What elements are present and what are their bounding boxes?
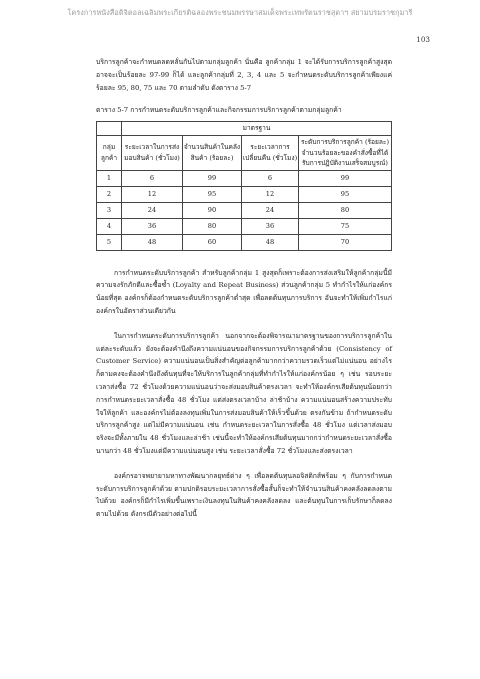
table-row bbox=[97, 170, 392, 186]
table-cell: 24 bbox=[242, 202, 299, 218]
table-cell: 6 bbox=[242, 170, 299, 186]
column-header-inventory: จำนวนสินค้าในคลังสินค้า (ร้อยละ) bbox=[183, 136, 242, 171]
table-cell: 2 bbox=[97, 186, 122, 202]
column-header-delivery-time: ระยะเวลาในการส่งมอบสินค้า (ชั่วโมง) bbox=[122, 136, 183, 171]
paragraph-intro: บริการลูกค้าจะกำหนดลดหลั่นกันไปตามกลุ่มลูกค้า นั่นคือ ลูกค้ากลุ่ม 1 จะได้รับการบริการลูกค้าสูงสุด อาจจะเป็นร้อยละ 97-99 ก็ได้ และลูกค้ากลุ่มที่ 2, 3, 4 และ 5 จะกำหนดระดับบริการลูกค้าเพียงแค่ร้อยละ 95, 80, 75 และ 70 ตามลำดับ ดังตาราง 5-7 bbox=[96, 58, 392, 92]
table-group-header: มาตรฐาน bbox=[122, 122, 392, 136]
table-cell: 99 bbox=[299, 170, 392, 186]
table-cell: 24 bbox=[122, 202, 183, 218]
table-row bbox=[97, 202, 392, 218]
paragraph-strategy: องค์กรอาจพยายามหาทางพัฒนากลยุทธ์ต่าง ๆ เพื่อลดต้นทุนลอจิสติกส์พร้อม ๆ กับการกำหนดระดับการบริการลูกค้าด้วย ตามปกติรอบระยะเวลาการสั่งซื้อสั้นก็จะทำให้จำนวนสินค้าคงคลังลดลงตามไปด้วย องค์กรก็มีกำไรเพิ่มขึ้นเพราะเงินลงทุนในสินค้าคงคลังลดลง และต้นทุนในการเก็บรักษาก็ลดลงตามไปด้วย ดังกรณีตัวอย่างต่อไปนี้ bbox=[96, 471, 392, 519]
table-cell: 1 bbox=[97, 170, 122, 186]
table-cell: 48 bbox=[122, 234, 183, 250]
table-cell: 60 bbox=[183, 234, 242, 250]
table-caption: ตาราง 5-7 การกำหนดระดับบริการลูกค้าและกิจกรรมการบริการลูกค้าตามกลุ่มลูกค้า bbox=[96, 106, 342, 115]
table-cell: 95 bbox=[299, 186, 392, 202]
table-cell: 36 bbox=[122, 218, 183, 234]
table-spacer-cell bbox=[97, 122, 122, 136]
table-cell: 4 bbox=[97, 218, 122, 234]
running-header: โครงการหนังสือดิจิตอลเฉลิมพระเกียรติฉลองพระชนมพรรษาสมเด็จพระเทพรัตนราชสุดาฯ สยามบรมราชกุมารี bbox=[67, 8, 413, 17]
table-header-row bbox=[97, 136, 392, 171]
page-number: 103 bbox=[416, 35, 430, 44]
table-cell: 5 bbox=[97, 234, 122, 250]
column-header-group: กลุ่มลูกค้า bbox=[97, 136, 122, 171]
document-body bbox=[96, 56, 392, 521]
table-cell: 12 bbox=[242, 186, 299, 202]
paragraph-service-level: การกำหนดระดับบริการลูกค้า สำหรับลูกค้ากลุ่ม 1 สูงสุดก็เพราะต้องการส่งเสริมให้ลูกค้ากลุ่มนี้มีความจงรักภักดีและซื้อซ้ำ (Loyalty and Repeat Business) ส่วนลูกค้ากลุ่ม 5 ทำกำไรให้แก่องค์กรน้อยที่สุด องค์กรก็ต้องกำหนดระดับบริการลูกค้าต่ำสุด เพื่อลดต้นทุนการบริการ อันจะทำให้เพิ่มกำไรแก่องค์กรในอัตราส่วนเดียวกัน bbox=[96, 268, 392, 316]
table-cell: 3 bbox=[97, 202, 122, 218]
column-header-return-time: ระยะเวลาการเปลี่ยนคืน (ชั่วโมง) bbox=[242, 136, 299, 171]
table-row bbox=[97, 186, 392, 202]
table-cell: 75 bbox=[299, 218, 392, 234]
table-cell: 95 bbox=[183, 186, 242, 202]
column-header-service-level: ระดับการบริการลูกค้า (ร้อยละ) จำนวนร้อยละของคำสั่งซื้อที่ได้รับการปฏิบัติงานเสร็จสมบูรณ์) bbox=[299, 136, 392, 171]
table-cell: 36 bbox=[242, 218, 299, 234]
table-cell: 99 bbox=[183, 170, 242, 186]
table-cell: 6 bbox=[122, 170, 183, 186]
table-cell: 12 bbox=[122, 186, 183, 202]
table-cell: 80 bbox=[183, 218, 242, 234]
table-row bbox=[97, 218, 392, 234]
paragraph-consistency: ในการกำหนดระดับการบริการลูกค้า นอกจากจะต้องพิจารณามาตรฐานของการบริการลูกค้าในแต่ละระดับแล้ว ยังจะต้องคำนึงถึงความแน่นอนของกิจกรรมการบริการลูกค้าด้วย (Consistency of Customer Service) ความแน่นอนเป็นสิ่งสำคัญต่อลูกค้ามากกว่าความรวดเร็วแต่ไม่แน่นอน อย่างไรก็ตามคงจะต้องคำนึงถึงต้นทุนที่จะให้บริการในลูกค้ากลุ่มที่ทำกำไรให้แก่องค์กรน้อย ๆ เช่น รอบระยะเวลาส่งซื้อ 72 ชั่วโมงด้วยความแน่นอนว่าจะส่งมอบสินค้าตรงเวลา จะทำให้องค์กรเสียต้นทุนน้อยกว่าการกำหนดระยะเวลาสั่งซื้อ 48 ชั่วโมง แต่ส่งตรงเวลาบ้าง ล่าช้าบ้าง ความแน่นอนสร้างความประทับใจให้ลูกค้า และองค์กรไม่ต้องลงทุนเพิ่มในการส่งมอบสินค้าให้เร็วขึ้นด้วย ตรงกันข้าม ถ้ากำหนดระดับบริการลูกค้าสูง แต่ไม่มีความแน่นอน เช่น กำหนดระยะเวลาในการสั่งซื้อ 48 ชั่วโมง แต่เวลาส่งมอบจริงจะมีทั้งภายใน 48 ชั่วโมงและล่าช้า เช่นนี้จะทำให้องค์กรเสียต้นทุนมากกว่ากำหนดระยะเวลาสั่งซื้อนานกว่า 48 ชั่วโมงแต่มีความแน่นอนสูง เช่น ระยะเวลาสั่งซื้อ 72 ชั่วโมงและส่งตรงเวลา bbox=[96, 331, 392, 456]
table-group-header-row bbox=[97, 122, 392, 136]
table-cell: 48 bbox=[242, 234, 299, 250]
table-cell: 90 bbox=[183, 202, 242, 218]
table-cell: 70 bbox=[299, 234, 392, 250]
table-cell: 80 bbox=[299, 202, 392, 218]
service-level-table bbox=[96, 121, 392, 251]
table-row bbox=[97, 234, 392, 250]
